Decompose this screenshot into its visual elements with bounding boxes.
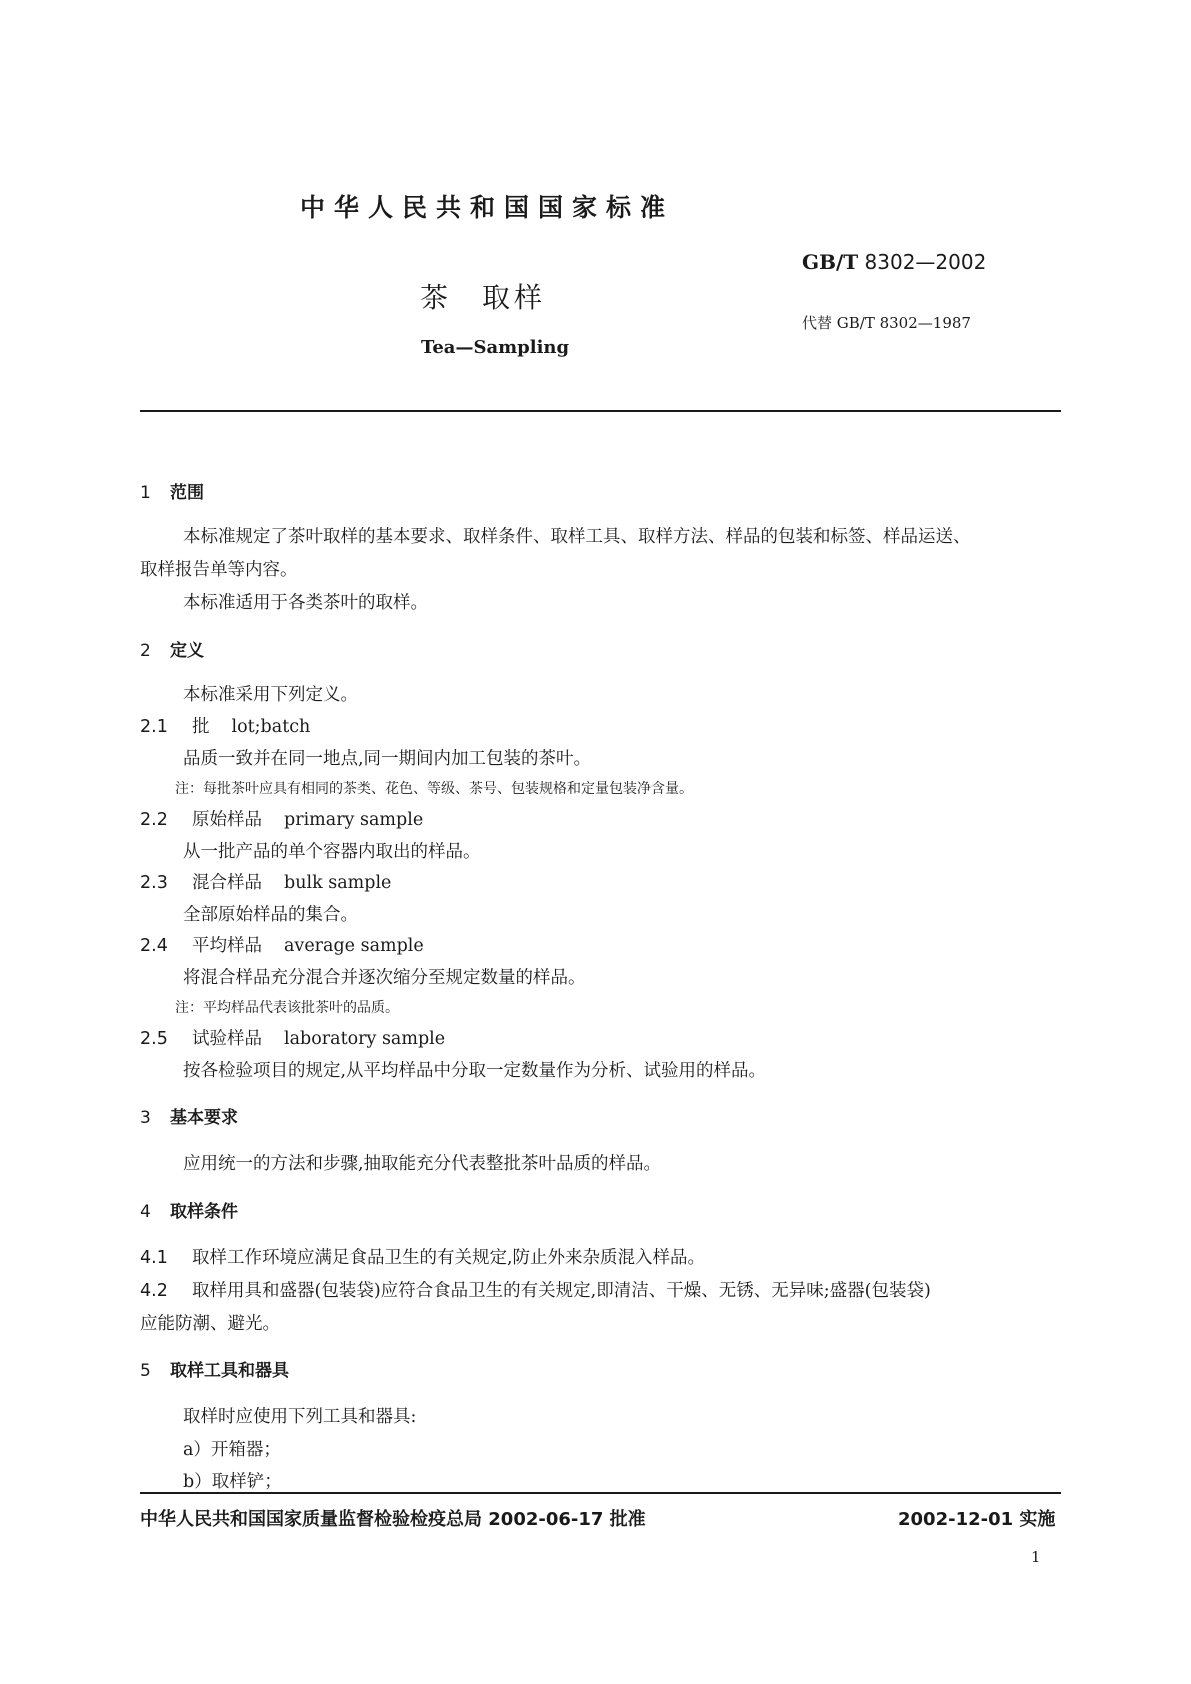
definition-2-4-heading <box>140 932 424 957</box>
title-word-tea: 茶 <box>420 281 453 314</box>
section-1-paragraph-2: 本标准适用于各类茶叶的取样。 <box>183 593 428 613</box>
section-number: 5 <box>140 1361 151 1381</box>
definition-term-en: average sample <box>284 936 424 956</box>
definition-number: 2.5 <box>140 1029 168 1049</box>
footer-divider <box>140 1492 1061 1494</box>
clause-number: 4.2 <box>140 1281 168 1301</box>
definition-2-4-text: 将混合样品充分混合并逐次缩分至规定数量的样品。 <box>183 968 586 988</box>
document-title-en: Tea—Sampling <box>421 337 570 358</box>
section-title: 定义 <box>170 641 204 661</box>
clause-text: 取样工作环境应满足食品卫生的有关规定,防止外来杂质混入样品。 <box>192 1248 706 1268</box>
list-item-a: a）开箱器； <box>183 1440 281 1460</box>
implementation-date: 2002-12-01 实施 <box>898 1509 1056 1530</box>
clause-4-2-line-2: 应能防潮、避光。 <box>140 1314 280 1334</box>
definition-2-5-heading <box>140 1025 445 1050</box>
definition-number: 2.3 <box>140 873 168 893</box>
definition-2-1-heading <box>140 713 310 738</box>
definition-term-en: lot;batch <box>231 717 311 737</box>
definition-2-4-note: 注：平均样品代表该批茶叶的品质。 <box>175 1000 399 1016</box>
definition-2-2-heading <box>140 806 423 831</box>
standard-prefix: GB/T <box>802 250 859 274</box>
section-1-heading <box>140 478 204 503</box>
definition-term: 混合样品 <box>192 873 262 893</box>
definition-2-3-text: 全部原始样品的集合。 <box>183 905 358 925</box>
definition-2-3-heading <box>140 869 391 894</box>
section-title: 取样条件 <box>170 1202 238 1222</box>
definition-term: 批 <box>192 717 210 737</box>
section-title: 基本要求 <box>170 1108 238 1128</box>
section-5-intro: 取样时应使用下列工具和器具: <box>183 1407 417 1427</box>
document-title-cn <box>420 276 546 316</box>
section-1-paragraph-1-line-2: 取样报告单等内容。 <box>140 560 298 580</box>
title-word-sampling: 取样 <box>482 281 547 314</box>
standard-code <box>802 250 986 274</box>
header-divider <box>140 410 1061 412</box>
section-2-intro: 本标准采用下列定义。 <box>183 685 358 705</box>
replaces-standard: 代替 GB/T 8302—1987 <box>802 314 971 332</box>
definition-term: 平均样品 <box>192 936 262 956</box>
section-title: 取样工具和器具 <box>170 1361 289 1381</box>
section-5-heading <box>140 1356 289 1381</box>
section-number: 1 <box>140 483 151 503</box>
section-number: 2 <box>140 641 151 661</box>
section-number: 4 <box>140 1202 151 1222</box>
section-2-heading <box>140 636 204 661</box>
clause-text: 取样用具和盛器(包装袋)应符合食品卫生的有关规定,即清洁、干燥、无锈、无异味;盛器(包装袋) <box>192 1281 931 1301</box>
definition-2-1-text: 品质一致并在同一地点,同一期间内加工包装的茶叶。 <box>183 749 592 769</box>
definition-number: 2.1 <box>140 717 168 737</box>
definition-term: 试验样品 <box>192 1029 262 1049</box>
clause-number: 4.1 <box>140 1248 168 1268</box>
page-number: 1 <box>1031 1548 1041 1566</box>
clause-4-1 <box>140 1244 705 1269</box>
section-title: 范围 <box>170 483 204 503</box>
definition-term-en: bulk sample <box>284 873 392 893</box>
approval-statement: 中华人民共和国国家质量监督检验检疫总局 2002-06-17 批准 <box>140 1509 646 1530</box>
definition-2-1-note: 注：每批茶叶应具有相同的茶类、花色、等级、茶号、包装规格和定量包装净含量。 <box>175 781 693 797</box>
section-4-heading <box>140 1197 238 1222</box>
definition-term: 原始样品 <box>192 810 262 830</box>
definition-2-5-text: 按各检验项目的规定,从平均样品中分取一定数量作为分析、试验用的样品。 <box>183 1061 767 1081</box>
section-3-paragraph: 应用统一的方法和步骤,抽取能充分代表整批茶叶品质的样品。 <box>183 1154 662 1174</box>
definition-2-2-text: 从一批产品的单个容器内取出的样品。 <box>183 842 481 862</box>
definition-term-en: primary sample <box>284 810 424 830</box>
list-item-b: b）取样铲； <box>183 1472 282 1492</box>
section-3-heading <box>140 1103 238 1128</box>
section-1-paragraph-1-line-1: 本标准规定了茶叶取样的基本要求、取样条件、取样工具、取样方法、样品的包装和标签、样品运送、 <box>183 527 971 547</box>
definition-term-en: laboratory sample <box>284 1029 446 1049</box>
standard-number: 8302—2002 <box>864 250 987 274</box>
definition-number: 2.2 <box>140 810 168 830</box>
section-number: 3 <box>140 1108 151 1128</box>
national-standard-title: 中华人民共和国国家标准 <box>300 193 675 222</box>
definition-number: 2.4 <box>140 936 168 956</box>
clause-4-2-line-1 <box>140 1277 931 1302</box>
